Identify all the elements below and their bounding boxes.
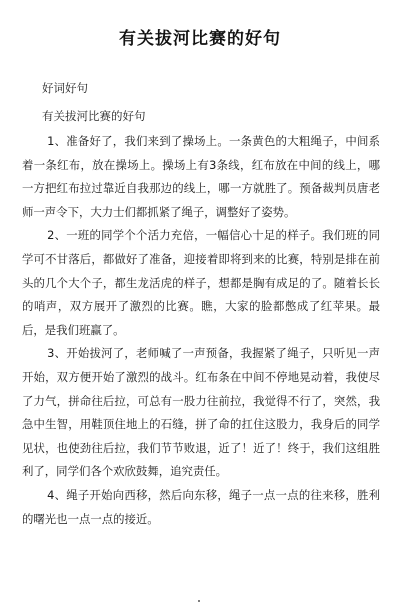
paragraph-3: 3、开始拔河了，老师喊了一声预备，我握紧了绳子，只听见一声开始，双方便开始了激烈的战斗。红布条在中间不停地晃动着，我使尽了力气，拼命往后拉，可总有一股力往前拉，我觉得不行了，突然，我急中生智，用鞋顶住地上的石缝，拼了命的扛住这股力，我身后的同学见状，也使劲往后拉，我们节节败退，近了！近了！终于，我们这组胜利了，同学们各个欢欣鼓舞，追究责任。 [22,346,380,479]
subsection-label: 有关拔河比赛的好句 [42,109,146,123]
paragraph-4: 4、绳子开始向西移，然后向东移，绳子一点一点的往来移，胜利的曙光也一点一点的接近。 [22,487,380,526]
section-label: 好词好句 [42,81,88,95]
paragraph-2: 2、一班的同学个个活力充倍，一幅信心十足的样子。我们班的同学可不甘落后，都做好了准备，迎接着即将到来的比赛，特别是排在前头的几个大个子，都生龙活虎的样子，想都是胸有成足的了。随着长长的哨声，双方展开了激烈的比赛。瞧，大家的脸都憋成了红苹果。最后，是我们班赢了。 [22,228,380,337]
page-title: 有关拔河比赛的好句 [119,29,281,49]
document-body [22,130,380,531]
page-marker-dot [198,600,200,602]
paragraph-1: 1、准备好了，我们来到了操场上。一条黄色的大粗绳子，中间系着一条红布，放在操场上。操场上有3条线，红布放在中间的线上，哪一方把红布拉过靠近自我那边的线上，哪一方就胜了。预备裁判员唐老师一声令下，大力士们都抓紧了绳子，调整好了姿势。 [22,134,380,219]
